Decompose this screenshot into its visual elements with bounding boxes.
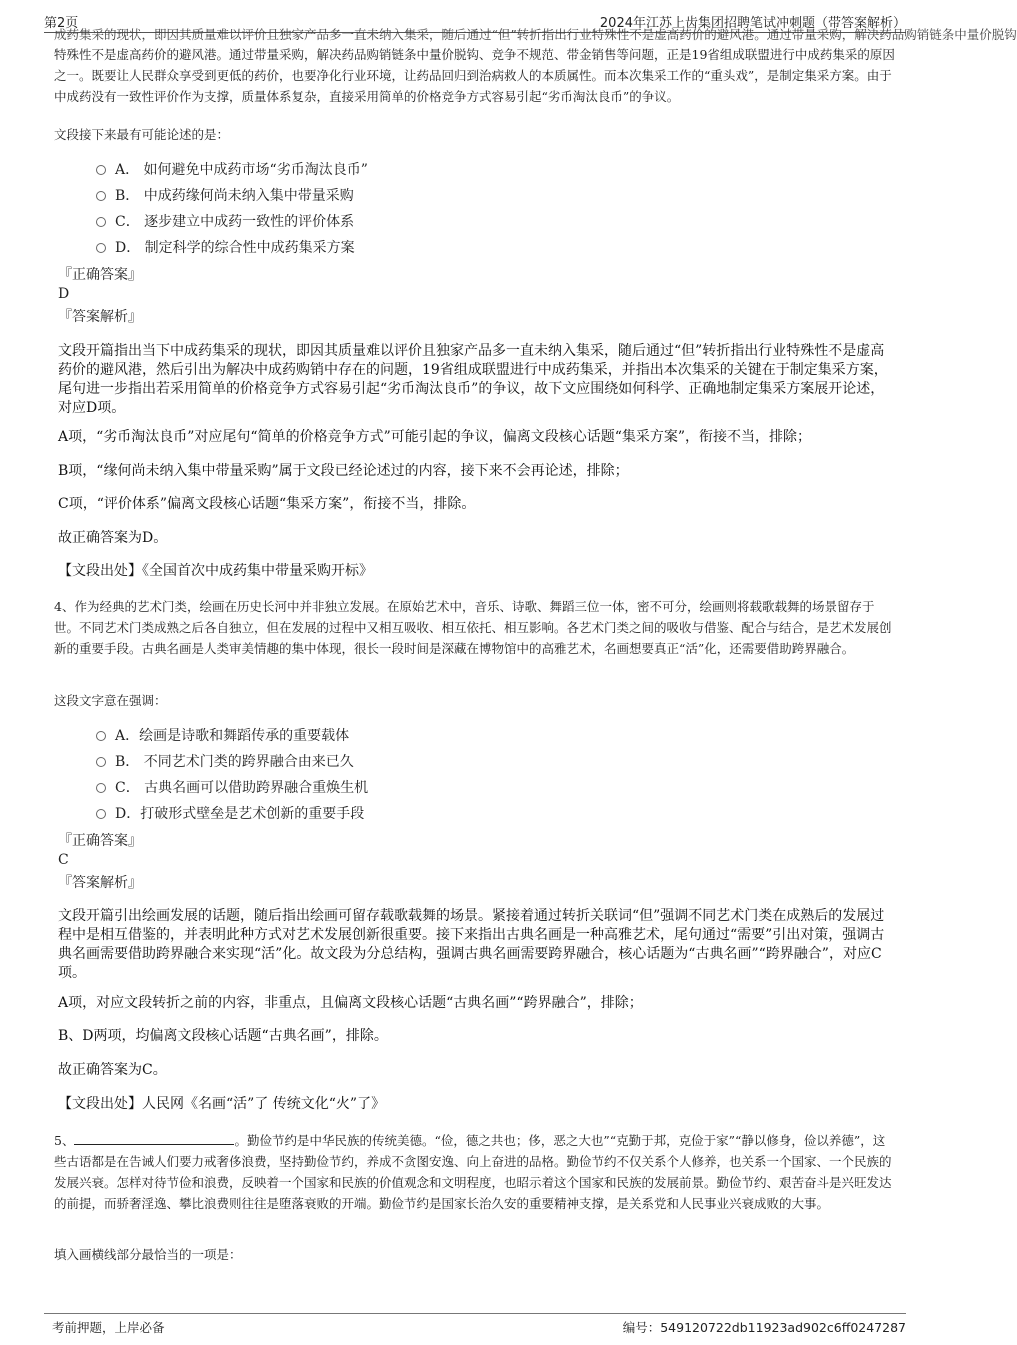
q4-passage: 4、作为经典的艺术门类，绘画在历史长河中并非独立发展。在原始艺术中，音乐、诗歌、舞蹈三位一体，密不可分，绘画则将载歌载舞的场景留存于世。不同艺术门类成熟之后各自独立，但在发展的过程中又相互吸收、相互依托、相互影响。各艺术门类之间的吸收与借鉴、配合与结合，是艺术发展创新的重要手段。古典名画是人类审美情趣的集中体现，很长一段时间是深藏在博物馆中的高雅艺术，名画想要真正“活”化，还需要借助跨界融合。 [54, 599, 892, 656]
q4-conclusion: 故正确答案为C。 [58, 1062, 167, 1078]
q4-answer: C [58, 852, 69, 868]
q3-option-a[interactable]: A． 如何避免中成药市场“劣币淘汰良币” [96, 160, 368, 180]
radio-icon[interactable] [96, 809, 106, 819]
radio-icon[interactable] [96, 243, 106, 253]
answer-blank [74, 1130, 234, 1145]
page-number: 第2页 [44, 16, 79, 31]
q5-passage [54, 1130, 896, 1214]
q4-option-a[interactable]: A．绘画是诗歌和舞蹈传承的重要载体 [96, 726, 349, 746]
cut-off-text-line: 成药集采的现状，即因其质量难以评价且独家产品多一直未纳入集采，随后通过“但”转折指出行业特殊性不是虚高药价的避风港。通过带量采购，解决药品购销链条中量价脱钩 [54, 27, 1017, 42]
q5-text: 。勤俭节约是中华民族的传统美德。“俭，德之共也；侈，恶之大也”“克勤于邦，克俭于家”“静以修身，俭以养德”，这些古语都是在告诫人们要力戒奢侈浪费，坚持勤俭节约，养成不贪图安逸、向上奋进的品格。勤俭节约不仅关系个人修养，也关系一个国家、一个民族的发展兴衰。怎样对待节俭和浪费，反映着一个国家和民族的价值观念和文明程度，也昭示着这个国家和民族的发展前景。勤俭节约、艰苦奋斗是兴旺发达的前提，而骄奢淫逸、攀比浪费则往往是堕落衰败的开端。勤俭节约是国家长治久安的重要精神支撑，是关系党和人民事业兴衰成败的大事。 [54, 1133, 892, 1211]
document-id: 编号：549120722db11923ad902c6ff0247287 [622, 1320, 906, 1335]
radio-icon[interactable] [96, 191, 106, 201]
q4-analysis-bd: B、D两项，均偏离文段核心话题“古典名画”，排除。 [58, 1028, 388, 1044]
q3-analysis-a: A项，“劣币淘汰良币”对应尾句“简单的价格竞争方式”可能引起的争议，偏离文段核心话题“集采方案”，衔接不当，排除； [58, 429, 812, 445]
q4-option-b[interactable]: B． 不同艺术门类的跨界融合由来已久 [96, 752, 354, 772]
radio-icon[interactable] [96, 731, 106, 741]
q4-source: 【文段出处】人民网《名画“活”了 传统文化“火”了》 [58, 1096, 386, 1112]
document-title: 2024年江苏上齿集团招聘笔试冲刺题（带答案解析） [599, 16, 906, 31]
radio-icon[interactable] [96, 217, 106, 227]
q4-option-c[interactable]: C． 古典名画可以借助跨界融合重焕生机 [96, 778, 368, 798]
q3-analysis: 文段开篇指出当下中成药集采的现状，即因其质量难以评价且独家产品多一直未纳入集采，随后通过“但”转折指出行业特殊性不是虚高药价的避风港，然后引出为解决中成药购销中存在的问题，19省组成联盟进行中成药集采，并指出本次集采的关键在于制定集采方案，尾句进一步指出若采用简单的价格竞争方式容易引起“劣币淘汰良币”的争议，故下文应围绕如何科学、正确地制定集采方案展开论述，对应D项。 [58, 343, 888, 416]
radio-icon[interactable] [96, 757, 106, 767]
radio-icon[interactable] [96, 165, 106, 175]
q5-question: 填入画横线部分最恰当的一项是： [54, 1247, 242, 1262]
footer-slogan: 考前押题，上岸必备 [52, 1320, 165, 1335]
q4-analysis: 文段开篇引出绘画发展的话题，随后指出绘画可留存载歌载舞的场景。紧接着通过转折关联词“但”强调不同艺术门类在成熟后的发展过程中是相互借鉴的，并表明此种方式对艺术发展创新很重要。接下来指出古典名画是一种高雅艺术，尾句通过“需要”引出对策，强调古典名画需要借助跨界融合来实现“活”化。故文段为分总结构，强调古典名画需要跨界融合，核心话题为“古典名画”“跨界融合”，对应C项。 [58, 908, 885, 981]
q5-number: 5、 [54, 1133, 75, 1148]
q3-option-d[interactable]: D． 制定科学的综合性中成药集采方案 [96, 238, 355, 258]
q4-analysis-a: A项，对应文段转折之前的内容，非重点，且偏离文段核心话题“古典名画”“跨界融合”，排除； [58, 995, 643, 1011]
q4-question: 这段文字意在强调： [54, 693, 167, 708]
q3-analysis-label: 『答案解析』 [58, 309, 142, 325]
q3-answer-label: 『正确答案』 [58, 267, 142, 283]
q3-passage: 特殊性不是虚高药价的避风港。通过带量采购，解决药品购销链条中量价脱钩、竞争不规范、带金销售等问题，正是19省组成联盟进行中成药集采的原因之一。既要让人民群众享受到更低的药价，也要净化行业环境，让药品回归到治病救人的本质属性。而本次集采工作的“重头戏”，是制定集采方案。由于中成药没有一致性评价作为支撑，质量体系复杂，直接采用简单的价格竞争方式容易引起“劣币淘汰良币”的争议。 [54, 47, 895, 104]
q4-answer-label: 『正确答案』 [58, 833, 142, 849]
q3-question: 文段接下来最有可能论述的是： [54, 127, 230, 142]
radio-icon[interactable] [96, 783, 106, 793]
page-footer [44, 1313, 906, 1340]
q3-option-c[interactable]: C． 逐步建立中成药一致性的评价体系 [96, 212, 354, 232]
q3-conclusion: 故正确答案为D。 [58, 530, 168, 546]
q4-option-d[interactable]: D．打破形式壁垒是艺术创新的重要手段 [96, 804, 364, 824]
q4-analysis-label: 『答案解析』 [58, 875, 142, 891]
q3-option-b[interactable]: B． 中成药缘何尚未纳入集中带量采购 [96, 186, 354, 206]
q3-analysis-b: B项，“缘何尚未纳入集中带量采购”属于文段已经论述过的内容，接下来不会再论述，排除； [58, 463, 629, 479]
q3-answer: D [58, 286, 70, 302]
q3-analysis-c: C项，“评价体系”偏离文段核心话题“集采方案”，衔接不当，排除。 [58, 496, 476, 512]
q3-source: 【文段出处】《全国首次中成药集中带量采购开标》 [58, 563, 373, 579]
